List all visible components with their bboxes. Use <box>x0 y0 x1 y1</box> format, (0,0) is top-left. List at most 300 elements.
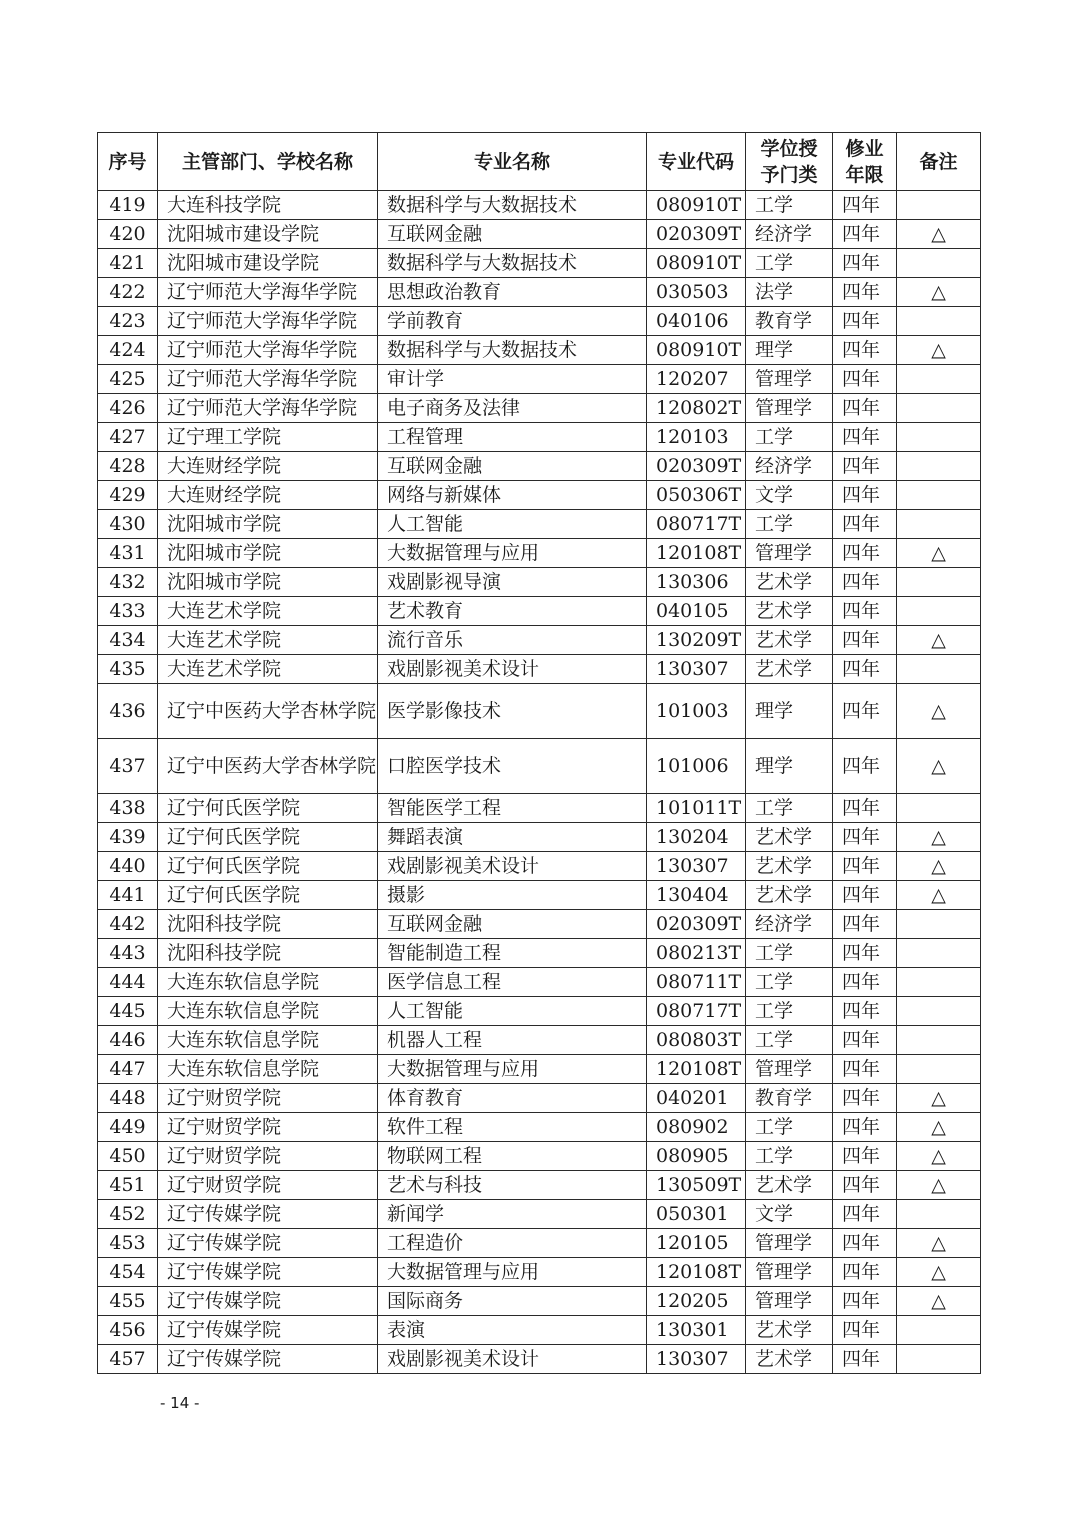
table-row <box>98 481 981 510</box>
cell-years: 四年 <box>833 655 897 684</box>
cell-years: 四年 <box>833 1142 897 1171</box>
cell-no: 449 <box>98 1113 158 1142</box>
cell-school: 大连东软信息学院 <box>158 997 378 1026</box>
cell-code: 050301 <box>647 1200 746 1229</box>
cell-no: 440 <box>98 852 158 881</box>
cell-major: 戏剧影视美术设计 <box>378 655 647 684</box>
cell-degree: 工学 <box>746 1026 833 1055</box>
cell-school: 辽宁师范大学海华学院 <box>158 278 378 307</box>
cell-degree: 管理学 <box>746 1229 833 1258</box>
cell-years: 四年 <box>833 191 897 220</box>
cell-code: 120108T <box>647 1055 746 1084</box>
cell-major: 大数据管理与应用 <box>378 1258 647 1287</box>
table-row <box>98 365 981 394</box>
cell-note: △ <box>897 336 981 365</box>
cell-note: △ <box>897 1084 981 1113</box>
cell-school: 大连艺术学院 <box>158 655 378 684</box>
cell-degree: 艺术学 <box>746 823 833 852</box>
table-row <box>98 539 981 568</box>
cell-degree: 艺术学 <box>746 852 833 881</box>
cell-school: 辽宁财贸学院 <box>158 1113 378 1142</box>
cell-school: 辽宁传媒学院 <box>158 1258 378 1287</box>
cell-note <box>897 568 981 597</box>
cell-code: 130209T <box>647 626 746 655</box>
cell-note <box>897 1200 981 1229</box>
cell-school: 辽宁传媒学院 <box>158 1200 378 1229</box>
cell-code: 120105 <box>647 1229 746 1258</box>
cell-degree: 管理学 <box>746 365 833 394</box>
cell-note: △ <box>897 823 981 852</box>
cell-degree: 理学 <box>746 336 833 365</box>
cell-years: 四年 <box>833 568 897 597</box>
cell-no: 448 <box>98 1084 158 1113</box>
cell-school: 辽宁师范大学海华学院 <box>158 307 378 336</box>
cell-note <box>897 1316 981 1345</box>
cell-note: △ <box>897 881 981 910</box>
header-major: 专业名称 <box>378 133 647 191</box>
cell-school: 沈阳城市建设学院 <box>158 249 378 278</box>
table-row <box>98 910 981 939</box>
table-row <box>98 1316 981 1345</box>
cell-note: △ <box>897 1287 981 1316</box>
cell-note <box>897 597 981 626</box>
cell-school: 沈阳城市建设学院 <box>158 220 378 249</box>
cell-years: 四年 <box>833 626 897 655</box>
cell-school: 大连东软信息学院 <box>158 1055 378 1084</box>
cell-note: △ <box>897 1171 981 1200</box>
cell-degree: 工学 <box>746 191 833 220</box>
table-row <box>98 881 981 910</box>
cell-major: 互联网金融 <box>378 452 647 481</box>
cell-degree: 教育学 <box>746 1084 833 1113</box>
cell-major: 软件工程 <box>378 1113 647 1142</box>
cell-note <box>897 307 981 336</box>
cell-years: 四年 <box>833 481 897 510</box>
cell-no: 444 <box>98 968 158 997</box>
cell-major: 国际商务 <box>378 1287 647 1316</box>
cell-school: 辽宁中医药大学杏林学院 <box>158 739 378 794</box>
cell-years: 四年 <box>833 597 897 626</box>
cell-years: 四年 <box>833 1287 897 1316</box>
cell-major: 流行音乐 <box>378 626 647 655</box>
table-row <box>98 307 981 336</box>
cell-school: 辽宁传媒学院 <box>158 1287 378 1316</box>
cell-years: 四年 <box>833 997 897 1026</box>
cell-degree: 艺术学 <box>746 655 833 684</box>
cell-note <box>897 481 981 510</box>
cell-no: 424 <box>98 336 158 365</box>
cell-code: 020309T <box>647 910 746 939</box>
cell-code: 101011T <box>647 794 746 823</box>
cell-years: 四年 <box>833 1055 897 1084</box>
cell-years: 四年 <box>833 510 897 539</box>
cell-no: 420 <box>98 220 158 249</box>
cell-no: 446 <box>98 1026 158 1055</box>
cell-code: 080717T <box>647 997 746 1026</box>
table-row <box>98 597 981 626</box>
table-row <box>98 394 981 423</box>
cell-code: 040105 <box>647 597 746 626</box>
cell-years: 四年 <box>833 794 897 823</box>
table-row <box>98 1287 981 1316</box>
cell-no: 439 <box>98 823 158 852</box>
cell-degree: 经济学 <box>746 452 833 481</box>
table-row <box>98 1142 981 1171</box>
cell-degree: 工学 <box>746 1113 833 1142</box>
cell-major: 互联网金融 <box>378 220 647 249</box>
cell-degree: 文学 <box>746 1200 833 1229</box>
cell-years: 四年 <box>833 307 897 336</box>
cell-school: 沈阳城市学院 <box>158 539 378 568</box>
cell-school: 沈阳科技学院 <box>158 939 378 968</box>
cell-note <box>897 1345 981 1374</box>
table-row <box>98 1113 981 1142</box>
cell-no: 427 <box>98 423 158 452</box>
cell-note: △ <box>897 220 981 249</box>
cell-degree: 工学 <box>746 968 833 997</box>
table-row <box>98 1084 981 1113</box>
cell-years: 四年 <box>833 739 897 794</box>
cell-code: 120207 <box>647 365 746 394</box>
cell-school: 辽宁传媒学院 <box>158 1229 378 1258</box>
cell-code: 130307 <box>647 852 746 881</box>
cell-code: 080213T <box>647 939 746 968</box>
cell-no: 429 <box>98 481 158 510</box>
cell-major: 学前教育 <box>378 307 647 336</box>
cell-note <box>897 394 981 423</box>
cell-no: 445 <box>98 997 158 1026</box>
cell-school: 沈阳城市学院 <box>158 568 378 597</box>
cell-years: 四年 <box>833 1113 897 1142</box>
cell-code: 080910T <box>647 249 746 278</box>
cell-code: 130204 <box>647 823 746 852</box>
table-row <box>98 823 981 852</box>
cell-code: 080902 <box>647 1113 746 1142</box>
table-row <box>98 191 981 220</box>
table-row <box>98 626 981 655</box>
cell-major: 数据科学与大数据技术 <box>378 191 647 220</box>
cell-code: 120205 <box>647 1287 746 1316</box>
cell-no: 452 <box>98 1200 158 1229</box>
cell-code: 080905 <box>647 1142 746 1171</box>
cell-school: 沈阳城市学院 <box>158 510 378 539</box>
table-row <box>98 220 981 249</box>
cell-no: 433 <box>98 597 158 626</box>
cell-major: 体育教育 <box>378 1084 647 1113</box>
cell-school: 辽宁理工学院 <box>158 423 378 452</box>
cell-code: 130301 <box>647 1316 746 1345</box>
cell-note <box>897 997 981 1026</box>
cell-degree: 管理学 <box>746 394 833 423</box>
cell-no: 435 <box>98 655 158 684</box>
table-row <box>98 423 981 452</box>
cell-major: 网络与新媒体 <box>378 481 647 510</box>
cell-note: △ <box>897 626 981 655</box>
cell-code: 101003 <box>647 684 746 739</box>
header-note: 备注 <box>897 133 981 191</box>
cell-no: 457 <box>98 1345 158 1374</box>
cell-years: 四年 <box>833 910 897 939</box>
cell-degree: 艺术学 <box>746 626 833 655</box>
cell-years: 四年 <box>833 968 897 997</box>
header-code: 专业代码 <box>647 133 746 191</box>
cell-major: 大数据管理与应用 <box>378 539 647 568</box>
cell-degree: 工学 <box>746 510 833 539</box>
cell-code: 080910T <box>647 191 746 220</box>
cell-school: 大连东软信息学院 <box>158 968 378 997</box>
cell-no: 430 <box>98 510 158 539</box>
cell-no: 455 <box>98 1287 158 1316</box>
cell-years: 四年 <box>833 423 897 452</box>
cell-major: 戏剧影视美术设计 <box>378 852 647 881</box>
cell-degree: 管理学 <box>746 1287 833 1316</box>
cell-major: 机器人工程 <box>378 1026 647 1055</box>
cell-years: 四年 <box>833 539 897 568</box>
cell-code: 120108T <box>647 1258 746 1287</box>
cell-major: 智能医学工程 <box>378 794 647 823</box>
table-header-row <box>98 133 981 191</box>
cell-no: 428 <box>98 452 158 481</box>
cell-note: △ <box>897 1258 981 1287</box>
cell-years: 四年 <box>833 249 897 278</box>
cell-code: 080711T <box>647 968 746 997</box>
cell-note: △ <box>897 1113 981 1142</box>
table-row <box>98 336 981 365</box>
table-row <box>98 968 981 997</box>
table-row <box>98 684 981 739</box>
table-row <box>98 510 981 539</box>
cell-major: 大数据管理与应用 <box>378 1055 647 1084</box>
table-row <box>98 278 981 307</box>
cell-school: 辽宁财贸学院 <box>158 1171 378 1200</box>
cell-years: 四年 <box>833 220 897 249</box>
majors-table <box>97 132 981 1374</box>
cell-no: 443 <box>98 939 158 968</box>
table-row <box>98 794 981 823</box>
table-body <box>98 191 981 1374</box>
cell-years: 四年 <box>833 852 897 881</box>
cell-no: 434 <box>98 626 158 655</box>
cell-code: 130509T <box>647 1171 746 1200</box>
cell-code: 040201 <box>647 1084 746 1113</box>
cell-code: 101006 <box>647 739 746 794</box>
cell-degree: 艺术学 <box>746 881 833 910</box>
cell-code: 030503 <box>647 278 746 307</box>
cell-degree: 经济学 <box>746 220 833 249</box>
cell-school: 辽宁何氏医学院 <box>158 852 378 881</box>
cell-years: 四年 <box>833 823 897 852</box>
table-row <box>98 568 981 597</box>
cell-years: 四年 <box>833 365 897 394</box>
cell-code: 080910T <box>647 336 746 365</box>
cell-note <box>897 1026 981 1055</box>
cell-code: 120103 <box>647 423 746 452</box>
table-row <box>98 1258 981 1287</box>
cell-no: 456 <box>98 1316 158 1345</box>
cell-school: 大连艺术学院 <box>158 626 378 655</box>
cell-school: 辽宁财贸学院 <box>158 1084 378 1113</box>
cell-major: 戏剧影视导演 <box>378 568 647 597</box>
cell-note <box>897 191 981 220</box>
cell-no: 437 <box>98 739 158 794</box>
cell-code: 120802T <box>647 394 746 423</box>
cell-note <box>897 794 981 823</box>
cell-degree: 工学 <box>746 423 833 452</box>
cell-degree: 文学 <box>746 481 833 510</box>
cell-years: 四年 <box>833 394 897 423</box>
cell-school: 大连财经学院 <box>158 481 378 510</box>
cell-note <box>897 510 981 539</box>
cell-no: 447 <box>98 1055 158 1084</box>
cell-school: 大连东软信息学院 <box>158 1026 378 1055</box>
cell-degree: 理学 <box>746 739 833 794</box>
cell-major: 思想政治教育 <box>378 278 647 307</box>
cell-no: 419 <box>98 191 158 220</box>
table-row <box>98 939 981 968</box>
cell-no: 450 <box>98 1142 158 1171</box>
cell-note: △ <box>897 539 981 568</box>
cell-degree: 艺术学 <box>746 597 833 626</box>
cell-no: 426 <box>98 394 158 423</box>
cell-code: 130306 <box>647 568 746 597</box>
cell-major: 人工智能 <box>378 510 647 539</box>
table-row <box>98 655 981 684</box>
cell-no: 451 <box>98 1171 158 1200</box>
cell-note <box>897 939 981 968</box>
cell-years: 四年 <box>833 1200 897 1229</box>
cell-note <box>897 365 981 394</box>
cell-degree: 工学 <box>746 997 833 1026</box>
cell-years: 四年 <box>833 1258 897 1287</box>
table-row <box>98 452 981 481</box>
cell-major: 工程管理 <box>378 423 647 452</box>
cell-major: 物联网工程 <box>378 1142 647 1171</box>
table-row <box>98 1200 981 1229</box>
header-no: 序号 <box>98 133 158 191</box>
cell-no: 436 <box>98 684 158 739</box>
cell-school: 辽宁何氏医学院 <box>158 794 378 823</box>
table-row <box>98 739 981 794</box>
cell-school: 辽宁何氏医学院 <box>158 881 378 910</box>
cell-note: △ <box>897 739 981 794</box>
cell-degree: 工学 <box>746 249 833 278</box>
cell-school: 沈阳科技学院 <box>158 910 378 939</box>
cell-code: 080803T <box>647 1026 746 1055</box>
page-number: - 14 - <box>160 1394 200 1412</box>
cell-degree: 管理学 <box>746 539 833 568</box>
cell-school: 大连科技学院 <box>158 191 378 220</box>
cell-note <box>897 968 981 997</box>
cell-note <box>897 423 981 452</box>
cell-degree: 艺术学 <box>746 1171 833 1200</box>
cell-code: 080717T <box>647 510 746 539</box>
cell-school: 辽宁中医药大学杏林学院 <box>158 684 378 739</box>
cell-degree: 法学 <box>746 278 833 307</box>
cell-note <box>897 655 981 684</box>
cell-no: 422 <box>98 278 158 307</box>
cell-school: 辽宁财贸学院 <box>158 1142 378 1171</box>
cell-no: 453 <box>98 1229 158 1258</box>
cell-years: 四年 <box>833 336 897 365</box>
cell-major: 戏剧影视美术设计 <box>378 1345 647 1374</box>
cell-no: 421 <box>98 249 158 278</box>
cell-code: 130404 <box>647 881 746 910</box>
cell-major: 审计学 <box>378 365 647 394</box>
cell-school: 辽宁师范大学海华学院 <box>158 336 378 365</box>
cell-note: △ <box>897 278 981 307</box>
table-row <box>98 997 981 1026</box>
cell-no: 442 <box>98 910 158 939</box>
cell-note: △ <box>897 852 981 881</box>
cell-code: 040106 <box>647 307 746 336</box>
cell-no: 454 <box>98 1258 158 1287</box>
table-row <box>98 1345 981 1374</box>
cell-note <box>897 1055 981 1084</box>
cell-major: 工程造价 <box>378 1229 647 1258</box>
cell-major: 新闻学 <box>378 1200 647 1229</box>
cell-years: 四年 <box>833 881 897 910</box>
cell-code: 020309T <box>647 220 746 249</box>
cell-years: 四年 <box>833 278 897 307</box>
cell-years: 四年 <box>833 1171 897 1200</box>
header-degree: 学位授予门类 <box>746 133 833 191</box>
cell-major: 舞蹈表演 <box>378 823 647 852</box>
cell-major: 互联网金融 <box>378 910 647 939</box>
cell-degree: 经济学 <box>746 910 833 939</box>
cell-major: 人工智能 <box>378 997 647 1026</box>
cell-major: 医学影像技术 <box>378 684 647 739</box>
cell-no: 431 <box>98 539 158 568</box>
cell-major: 电子商务及法律 <box>378 394 647 423</box>
header-school: 主管部门、学校名称 <box>158 133 378 191</box>
header-years: 修业年限 <box>833 133 897 191</box>
cell-school: 辽宁传媒学院 <box>158 1345 378 1374</box>
cell-code: 130307 <box>647 1345 746 1374</box>
cell-note: △ <box>897 684 981 739</box>
cell-degree: 工学 <box>746 1142 833 1171</box>
table-row <box>98 249 981 278</box>
cell-degree: 管理学 <box>746 1258 833 1287</box>
table-row <box>98 1055 981 1084</box>
cell-note <box>897 249 981 278</box>
cell-degree: 艺术学 <box>746 1316 833 1345</box>
cell-school: 大连艺术学院 <box>158 597 378 626</box>
table-row <box>98 1026 981 1055</box>
cell-years: 四年 <box>833 1316 897 1345</box>
cell-years: 四年 <box>833 684 897 739</box>
cell-degree: 理学 <box>746 684 833 739</box>
cell-degree: 工学 <box>746 939 833 968</box>
cell-school: 辽宁何氏医学院 <box>158 823 378 852</box>
cell-degree: 管理学 <box>746 1055 833 1084</box>
cell-code: 120108T <box>647 539 746 568</box>
cell-note <box>897 452 981 481</box>
cell-note: △ <box>897 1229 981 1258</box>
table-row <box>98 1229 981 1258</box>
cell-major: 医学信息工程 <box>378 968 647 997</box>
cell-major: 表演 <box>378 1316 647 1345</box>
cell-code: 130307 <box>647 655 746 684</box>
cell-major: 口腔医学技术 <box>378 739 647 794</box>
cell-years: 四年 <box>833 1026 897 1055</box>
cell-code: 020309T <box>647 452 746 481</box>
cell-school: 辽宁传媒学院 <box>158 1316 378 1345</box>
cell-years: 四年 <box>833 939 897 968</box>
cell-years: 四年 <box>833 1229 897 1258</box>
table-row <box>98 1171 981 1200</box>
cell-major: 摄影 <box>378 881 647 910</box>
cell-no: 423 <box>98 307 158 336</box>
